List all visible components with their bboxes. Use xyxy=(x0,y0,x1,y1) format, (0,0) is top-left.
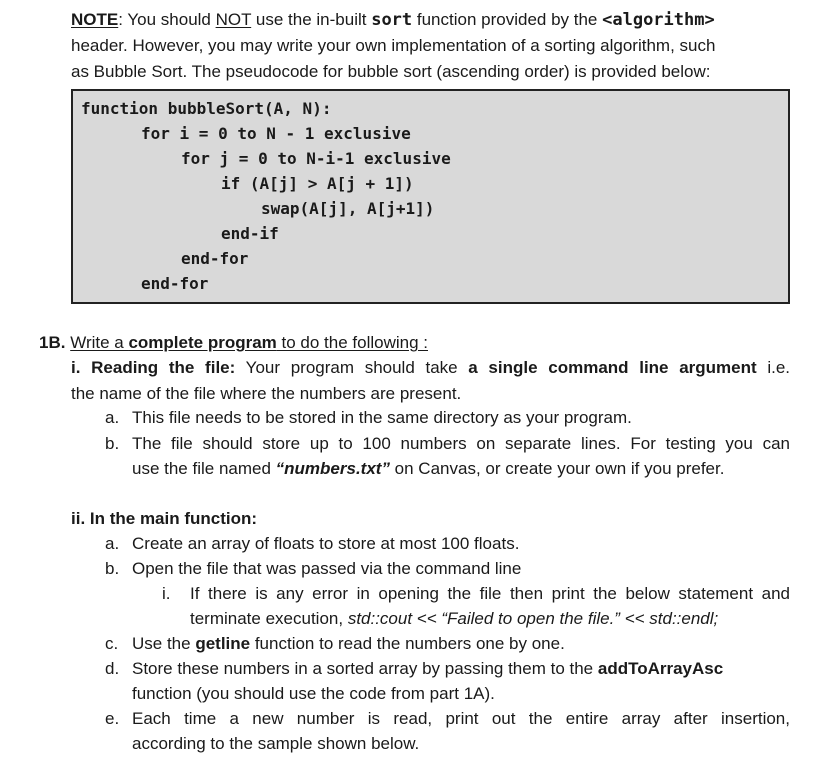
list-item-continued: terminate execution, std::cout << “Failed to open the file.” << std::endl; xyxy=(190,609,719,628)
code-line: end-for xyxy=(181,249,249,268)
part-i-line-1: i. Reading the file: Your program should take a single command line argument i.e. xyxy=(71,358,791,377)
list-item: Store these numbers in a sorted array by passing them to the addToArrayAsc xyxy=(132,659,724,678)
code-line: for i = 0 to N - 1 exclusive xyxy=(141,124,411,143)
list-item: Each time a new number is read, print out the entire array after insertion, xyxy=(132,709,790,728)
list-item: Open the file that was passed via the command line xyxy=(132,559,522,578)
part-ii-title: ii. In the main function: xyxy=(71,509,258,528)
code-line: for j = 0 to N-i-1 exclusive xyxy=(181,149,451,168)
numbers-file-name: “numbers.txt” xyxy=(275,459,390,478)
list-item: The file should store up to 100 numbers on separate lines. For testing you can xyxy=(132,434,790,453)
note-line-2: header. However, you may write your own implementation of a sorting algorithm, such xyxy=(71,36,716,55)
code-line: swap(A[j], A[j+1]) xyxy=(261,199,435,218)
list-item: Create an array of floats to store at most 100 floats. xyxy=(132,534,520,553)
list-marker: a. xyxy=(105,534,120,553)
section-heading: 1B. Write a complete program to do the following : xyxy=(39,333,428,352)
list-marker: b. xyxy=(105,434,120,453)
sort-keyword: sort xyxy=(371,10,413,30)
list-marker: c. xyxy=(105,634,119,653)
list-marker: b. xyxy=(105,559,120,578)
list-item: Use the getline function to read the numbers one by one. xyxy=(132,634,565,653)
note-label: NOTE xyxy=(71,10,119,29)
code-line: if (A[j] > A[j + 1]) xyxy=(221,174,414,193)
code-line: function bubbleSort(A, N): xyxy=(81,99,332,118)
not-emphasis: NOT xyxy=(215,10,252,29)
list-marker: i. xyxy=(162,584,171,603)
list-item: This file needs to be stored in the same directory as your program. xyxy=(132,408,632,427)
addtoarrayasc-keyword: addToArrayAsc xyxy=(597,659,724,678)
part-i-title: i. Reading the file: xyxy=(71,358,236,377)
note-line-3: as Bubble Sort. The pseudocode for bubble sort (ascending order) is provided below: xyxy=(71,62,711,81)
list-item: If there is any error in opening the file then print the below statement and xyxy=(190,584,790,603)
list-marker: e. xyxy=(105,709,120,728)
list-marker: d. xyxy=(105,659,120,678)
note-line-1: NOTE: You should NOT use the in-built sort function provided by the <algorithm> xyxy=(71,10,715,30)
getline-keyword: getline xyxy=(195,634,251,653)
code-line: end-for xyxy=(141,274,209,293)
code-line: end-if xyxy=(221,224,279,243)
section-number: 1B. xyxy=(39,333,66,352)
list-item-continued: use the file named “numbers.txt” on Canvas, or create your own if you prefer. xyxy=(132,459,725,478)
list-item-continued: according to the sample shown below. xyxy=(132,734,420,753)
part-i-line-2: the name of the file where the numbers are present. xyxy=(71,384,462,403)
algorithm-header-keyword: <algorithm> xyxy=(602,10,715,30)
list-item-continued: function (you should use the code from part 1A). xyxy=(132,684,495,703)
error-message-code: std::cout << “Failed to open the file.” << std::endl; xyxy=(347,609,719,628)
list-marker: a. xyxy=(105,408,120,427)
